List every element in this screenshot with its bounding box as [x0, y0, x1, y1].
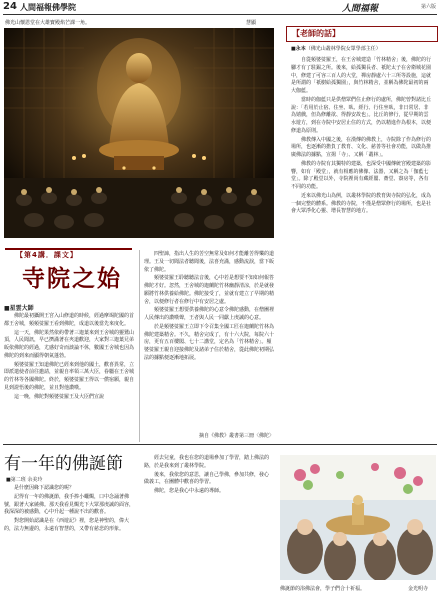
- bottom-paragraph: 後來，我依您的意思，讓自己學佛，參加共修，發心做義工，在團體中歡喜的學習。: [144, 471, 270, 486]
- teacher-attribution: [291, 45, 381, 52]
- teacher-paragraph: 自從頻婆娑羅王，在王舍城建造「竹林精舍」後，佛陀的行腳才有了駐錫之所。後來，給孤獨長者、祇陀太子在舍衛城花園中，修建了可容三百人的大堂，禪房靜處六十三所等設施，這就是所謂的「祇樹給孤獨園」，與竹林精舍，並稱為佛陀最初的兩大伽藍。: [291, 57, 432, 94]
- teacher-paragraph: 佛教的寺院有其獨特的建築，也深受中國傳統宮殿建築的影響，如有「殿堂」，就有相應的佛像、法器，又稱之為「伽藍七堂」。除了殿堂以外，寺院裡尚有藏經閣、齋堂、寮房等，各有不同的功能。: [291, 160, 432, 190]
- teacher-box-title: 【老師的話】: [292, 29, 340, 38]
- article-title: 寺院之始: [22, 265, 122, 292]
- article-author: ■星雲大師: [4, 305, 34, 312]
- bottom-article-author: ■第二班 余美玲: [6, 477, 43, 483]
- header-rule: [3, 14, 437, 15]
- teacher-paragraph: 當時的伽藍只是供僧眾們住止修行的處所，佛陀曾對諸比丘說：「若用於止宿、住坐、臥、經行、行住坐臥，非日常居、非為嬉戲，但為修離欲、得靜安故也」。比丘的修行，從早期的雲水遊方，到在寺院中安居止住的方式，仍以精進作為根本，以便修道為原則。: [291, 96, 432, 134]
- bathing-buddha-photo: [280, 455, 436, 580]
- article-column-2: [144, 251, 274, 364]
- article-paragraph: 頻婆娑羅王想要供養佛陀的心意令佛陀感動，在僧團裡人民傳出的讚嘆聲，王者與人民一同獻上虔誠的心意。: [144, 307, 275, 321]
- teacher-name: ■永本: [291, 46, 306, 52]
- page-header: [0, 0, 440, 14]
- bottom-paragraph: 記得有一年的佛誕節，我手捧小蠟燭，口中念誦著佛號，跟著大家繞佛。那天我看見燭光下大眾那虔誠的面容，我深深的被感動，心中升起一種說不出的歡喜。: [4, 493, 135, 516]
- bottom-paragraph: 佛陀，您是我心中永遠的導師。: [154, 488, 225, 494]
- article-paragraph: 佛陀最初攝開王宮入山修道的時候，經過摩竭陀國的首都王舍城，頻頻娑羅王看到佛陀，成道以後當先來度化。: [4, 313, 135, 327]
- bottom-paragraph: 是什麼因緣下認識您的呢？: [14, 485, 75, 491]
- teacher-paragraph: 佛教傳入中國之後，在漢傳的佛教上，寺院除了作為修行的場所，也逐漸的擔負了教育、文化、慈善等社會功能，以做為推廣佛法的據點，宣揚「寺」、又稱「叢林」。: [291, 136, 432, 158]
- page-number: 24: [3, 1, 17, 12]
- buddha-hall-photo: [4, 28, 274, 238]
- photo-caption: 佛光山懷恩堂在大雄寶殿焰芒課一角。: [5, 20, 91, 26]
- bottom-photo-credit: 金光明寺: [408, 586, 429, 592]
- teacher-paragraph: 近來以佛光山為例，以叢林學院的教育與寺院的弘化，成為一個完整的體系。佛教的寺院，不僅是僧眾修行的場所，也是社會大眾淨化心靈、增長智慧的地方。: [291, 192, 432, 215]
- issue-info: 第六版: [420, 4, 436, 10]
- newspaper-name: 人間福報: [341, 4, 378, 14]
- bottom-article-title: 有一年的佛誕節: [4, 454, 123, 474]
- bottom-article-column-2: [144, 455, 270, 497]
- article-paragraph: 這一晚，佛陀對頻婆娑羅王及大臣們宣說: [14, 393, 105, 400]
- article-paragraph: 頻婆娑羅王聆聽聽法音後，心中若是想要不知如何報答佛陀才好。忽然，王舍城的迦蘭陀竹林幽靜清涼，於是就發願將竹林供養給佛陀。佛陀接受了，並就有建立了早期的精舍，以便修行者在修行中有安居之處。: [144, 275, 275, 305]
- teacher-box-heading: [286, 26, 438, 42]
- article-reference: 摘自《佛教》叢書第三冊〈佛陀〉: [198, 433, 274, 439]
- teacher-box-body: [291, 57, 431, 217]
- article-paragraph: 頻婆娑羅王知道佛陀已經來到他的國土，歡喜異常，立即派遣使者前往邀請，並親自率領三萬大臣，眷屬在王舍城的竹林等各國佛陀。終於，頻婆娑羅王得以一償宿願，親自見到證悟後的佛陀，並且對他讚嘆。: [4, 361, 135, 391]
- section-title: 人間福報佛學院: [20, 3, 76, 12]
- bottom-photo-caption: 佛誕節的浴佛法會，學子們合十祈福。: [280, 586, 366, 592]
- article-column-1: [4, 313, 134, 402]
- article-paragraph: 這一天，佛陀果然依約帶著三迦葉來到王舍城的靈鷲山頂，人民聞訊，早已擠滿著在夾道歡迎，大家對三迦葉兄弟皈依佛陀的經過，尤感好奇而談論不休，數國王舍城也因為佛陀的到來而顯得朝氣蓬勃。: [4, 329, 135, 359]
- photo-credit: 慧顯: [246, 20, 257, 26]
- bottom-paragraph: 對您開始認識是在《西遊記》裡，您是神聖的，偉大的，法力無邊的，永遠有智慧的，又帶有慈悲的形象。: [4, 518, 130, 532]
- bottom-paragraph: 經去兒童，我也在您的道場參加了學習，踏上佛法的路，於是我來到了叢林學院。: [144, 455, 270, 469]
- section-rule: [3, 444, 437, 445]
- teacher-role: （佛光山叢林學院女眾學部主任）: [305, 46, 381, 52]
- column-divider: [139, 250, 140, 442]
- series-label: 【第4講．課文】: [16, 251, 78, 259]
- article-paragraph: 四聖諦，指出人生的苦空無常及如何才能離苦得樂的道理。王及一切聞法者聽聞後，法喜充滿，感動流淚，當下皈依了佛陀。: [144, 251, 275, 273]
- article-paragraph: 於是頻婆娑羅王立即下令召集全國工匠在迦蘭陀竹林為佛陀建築精舍。不久，精舍完成了，有十六大院，每院六十房，更有五百樓閣、七十二講堂，定名為「竹林精舍」。頻婆娑羅王親自迎接佛陀及諸弟子住於精舍，從此佛陀初期弘法的據點便逐漸地拓展。: [144, 323, 275, 361]
- bottom-article-column-1: [4, 485, 134, 535]
